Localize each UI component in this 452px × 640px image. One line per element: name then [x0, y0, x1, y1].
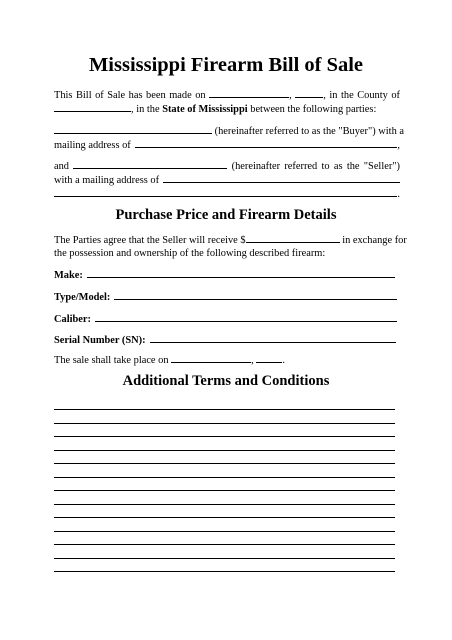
sale-date-line: The sale shall take place on , .: [54, 355, 285, 366]
buyer-address-blank[interactable]: [135, 138, 398, 148]
terms-line[interactable]: [54, 423, 395, 424]
document-title: Mississippi Firearm Bill of Sale: [88, 54, 364, 76]
terms-line[interactable]: [54, 517, 395, 518]
terms-line[interactable]: [54, 463, 395, 464]
year-blank[interactable]: [295, 88, 323, 98]
seller-line-3: .: [54, 187, 400, 201]
section-terms-heading: Additional Terms and Conditions: [122, 373, 330, 389]
serial-input[interactable]: [150, 333, 396, 343]
seller-address-blank-2[interactable]: [54, 187, 397, 197]
caliber-field: Caliber:: [54, 312, 397, 326]
state-name: State of Mississippi: [162, 104, 248, 115]
terms-line[interactable]: [54, 558, 395, 559]
seller-line-1: and (hereinafter referred to as the "Seller"): [54, 161, 400, 172]
sale-year-blank[interactable]: [256, 353, 282, 363]
price-line-1: The Parties agree that the Seller will receive $ in exchange for: [54, 235, 407, 246]
caliber-input[interactable]: [95, 312, 397, 322]
intro-line-1: This Bill of Sale has been made on , , in the County of: [54, 90, 400, 101]
seller-line-2: with a mailing address of: [54, 173, 400, 187]
type-model-input[interactable]: [114, 290, 397, 300]
terms-line[interactable]: [54, 436, 395, 437]
buyer-name-blank[interactable]: [54, 124, 212, 134]
seller-name-blank[interactable]: [73, 159, 227, 169]
terms-line[interactable]: [54, 490, 395, 491]
county-blank[interactable]: [54, 102, 131, 112]
type-model-field: Type/Model:: [54, 290, 397, 304]
buyer-line-2: mailing address of ,: [54, 140, 400, 151]
make-input[interactable]: [87, 268, 395, 278]
terms-line[interactable]: [54, 544, 395, 545]
terms-line[interactable]: [54, 450, 395, 451]
section-price-heading: Purchase Price and Firearm Details: [115, 207, 337, 223]
terms-line[interactable]: [54, 409, 395, 410]
serial-field: Serial Number (SN):: [54, 333, 396, 347]
make-field: Make:: [54, 268, 395, 282]
terms-line[interactable]: [54, 477, 395, 478]
terms-line[interactable]: [54, 504, 395, 505]
terms-line[interactable]: [54, 531, 395, 532]
seller-address-blank[interactable]: [163, 173, 400, 183]
date-blank[interactable]: [209, 88, 289, 98]
intro-line-2: , in the State of Mississippi between the following parties:: [54, 102, 400, 116]
buyer-line-1: (hereinafter referred to as the "Buyer") with a: [54, 124, 400, 138]
price-line-2: the possession and ownership of the following described firearm:: [54, 248, 326, 259]
price-blank[interactable]: [246, 233, 340, 243]
sale-date-blank[interactable]: [171, 353, 251, 363]
terms-line[interactable]: [54, 571, 395, 572]
